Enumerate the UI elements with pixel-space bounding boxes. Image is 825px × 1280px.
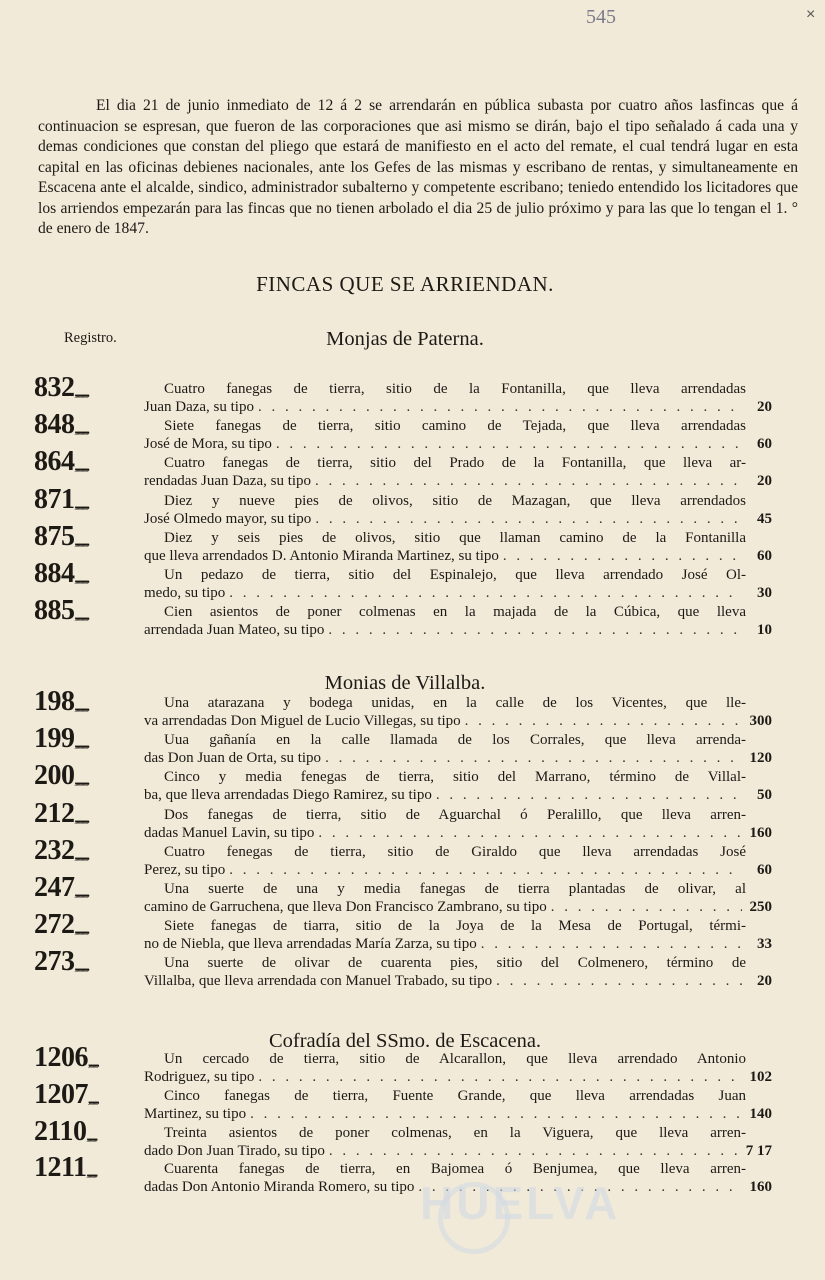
entry-tenant: va arrendadas Don Miguel de Lucio Villegas, su tipo [144, 713, 461, 729]
entry-price: 60 [757, 547, 772, 564]
property-entry [34, 372, 772, 420]
registry-number: 832,,,,,,,,,,, [34, 372, 89, 403]
entry-price: 45 [757, 510, 772, 527]
registry-number: 199,,,,,,,,,,, [34, 723, 89, 755]
dot-leader [318, 824, 742, 842]
registry-dots: ,,,,,,,,,,, [74, 812, 89, 825]
registry-dots: ,,,,,,,,,,, [74, 849, 89, 862]
registry-dots: ,,,,,,,,,,, [74, 701, 89, 713]
entry-description-cont [144, 824, 746, 842]
property-entry [34, 1152, 772, 1200]
property-entry [34, 760, 772, 808]
dot-leader [436, 786, 742, 804]
registry-dots: ,,,,,,,,,,, [74, 738, 89, 751]
entry-tenant: dado Don Juan Tirado, su tipo [144, 1142, 325, 1159]
property-entry [34, 409, 772, 457]
dot-leader [481, 935, 742, 953]
dot-leader [496, 972, 742, 990]
entry-description: Cuatro fenegas de tierra, sitio de Giraldo que lleva arrendadas José [164, 843, 746, 860]
dot-leader [258, 1068, 742, 1086]
entry-price: 140 [749, 1105, 772, 1122]
entry-tenant: José Olmedo mayor, su tipo [144, 510, 312, 527]
entry-price: 102 [749, 1069, 772, 1085]
entry-price: 160 [749, 1179, 772, 1196]
registry-dots: ,,,,,,,,,,, [74, 924, 89, 937]
registry-dots: ,,,,,,,,,,, [74, 610, 89, 623]
dot-leader [250, 1105, 742, 1123]
registry-dots: ,,,,,,,,,,, [74, 887, 89, 899]
entry-description: Diez y seis pies de olivos, sitio que llaman camino de la Fontanilla [164, 529, 746, 546]
entry-tenant: José de Mora, su tipo [144, 436, 272, 453]
entry-price: 7 17 [745, 1142, 772, 1159]
entry-description: Treinta asientos de poner colmenas, en la Viguera, que lleva arren- [164, 1124, 746, 1141]
registry-number: 848,,,,,,,,,,, [34, 409, 89, 441]
entry-price: 120 [749, 750, 772, 767]
entry-tenant: Villalba, que lleva arrendada con Manuel Trabado, su tipo [144, 973, 493, 990]
property-entry [34, 558, 772, 606]
entry-description-cont [144, 786, 746, 804]
entry-description-cont [144, 584, 746, 602]
entry-description: Cuarenta fanegas de tierra, en Bajomea ó Benjumea, que lleva arren- [164, 1161, 746, 1178]
entry-description-cont [144, 1105, 746, 1123]
entry-description-cont [144, 472, 746, 490]
registry-dots: ,,,,,,,, [88, 1057, 98, 1069]
entry-description: Cuatro fanegas de tierra, sitio de la Fontanilla, que lleva arrendadas [164, 381, 746, 397]
corner-mark: × [806, 6, 816, 23]
registry-number: 1206,,,,,,,, [34, 1042, 98, 1073]
entry-description-cont [144, 712, 746, 730]
entry-tenant: ba, que lleva arrendadas Diego Ramirez, su tipo [144, 787, 432, 804]
watermark: HUELVA [420, 1177, 621, 1229]
registry-dots: ,,,,,,,,,,, [74, 961, 89, 974]
entry-description: Cinco y media fenegas de tierra, sitio del Marrano, término de Villal- [164, 769, 746, 786]
dot-leader [503, 547, 742, 565]
entry-price: 20 [757, 473, 772, 490]
entry-description-cont [144, 972, 746, 990]
registry-number: 247,,,,,,,,,,, [34, 872, 89, 903]
section-title: Monjas de Paterna. [326, 328, 484, 350]
entry-tenant: que lleva arrendados D. Antonio Miranda Martinez, su tipo [144, 547, 499, 564]
entry-description: Una suerte de una y media fanegas de tierra plantadas de olivar, al [164, 881, 746, 897]
entry-price: 160 [749, 824, 772, 841]
registry-number: 232,,,,,,,,,,, [34, 834, 89, 866]
registry-dots: ,,,,,,,,,,, [74, 535, 89, 548]
property-entry [34, 909, 772, 957]
entry-tenant: Martinez, su tipo [144, 1105, 247, 1122]
entry-description-cont [144, 398, 746, 416]
registry-number: 864,,,,,,,,,,, [34, 446, 89, 478]
registry-number: 875,,,,,,,,,,, [34, 520, 89, 552]
registry-number: 198,,,,,,,,,,, [34, 686, 89, 717]
dot-leader [328, 621, 742, 639]
registro-label: Registro. [64, 330, 117, 346]
entry-description-cont [144, 1068, 746, 1086]
entry-price: 30 [757, 585, 772, 601]
entry-tenant: dadas Don Antonio Miranda Romero, su tipo [144, 1179, 415, 1196]
registry-dots: ,,,,,,,, [86, 1167, 97, 1180]
property-entry [34, 520, 772, 569]
entry-description-cont [144, 510, 746, 528]
registry-number: 2110,,,,,,,, [34, 1115, 97, 1147]
dot-leader [325, 749, 742, 767]
entry-price: 20 [757, 973, 772, 990]
registry-dots: ,,,,,,,,,,, [74, 424, 89, 437]
entry-tenant: Rodriguez, su tipo [144, 1069, 255, 1085]
entry-description: Cuatro fanegas de tierra, sitio del Prado de la Fontanilla, que lleva ar- [164, 455, 746, 472]
dot-leader [329, 1142, 742, 1160]
entry-description: Diez y nueve pies de olivos, sitio de Mazagan, que lleva arrendados [164, 492, 746, 509]
entry-description: Una atarazana y bodega unidas, en la calle de los Vicentes, que lle- [164, 695, 746, 711]
registry-number: 1207,,,,,,,, [34, 1078, 98, 1110]
entry-description-cont [144, 898, 746, 916]
entry-description-cont [144, 1142, 746, 1160]
entry-description: Siete fanegas de tierra, sitio camino de Tejada, que lleva arrendadas [164, 418, 746, 435]
entry-tenant: arrendada Juan Mateo, su tipo [144, 622, 325, 639]
registry-dots: ,,,,,,,,,,, [74, 387, 89, 399]
entry-description: Cinco fanegas de tierra, Fuente Grande, que lleva arrendadas Juan [164, 1087, 746, 1104]
entry-tenant: medo, su tipo [144, 585, 226, 601]
entry-description: Cien asientos de poner colmenas en la majada de la Cúbica, que lleva [164, 604, 746, 621]
entry-description-cont [144, 935, 746, 953]
property-entry [34, 872, 772, 920]
registry-number: 1211,,,,,,,, [34, 1152, 97, 1184]
property-entry [34, 686, 772, 734]
registry-number: 200,,,,,,,,,,, [34, 760, 89, 792]
registry-dots: ,,,,,,,, [86, 1130, 97, 1143]
dot-leader [258, 398, 742, 416]
entry-tenant: camino de Garruchena, que lleva Don Francisco Zambrano, su tipo [144, 899, 547, 915]
entry-description-cont [144, 547, 746, 565]
dot-leader [276, 435, 742, 453]
registry-dots: ,,,,,,,,,,, [74, 775, 89, 788]
entry-tenant: no de Niebla, que lleva arrendadas María Zarza, su tipo [144, 936, 477, 953]
property-entry [34, 946, 772, 994]
registry-dots: ,,,,,,,,,,, [74, 573, 89, 585]
registry-number: 871,,,,,,,,,,, [34, 483, 89, 515]
property-entry [34, 834, 772, 883]
registry-number: 885,,,,,,,,,,, [34, 595, 89, 627]
entry-tenant: Juan Daza, su tipo [144, 399, 254, 415]
entry-price: 60 [757, 436, 772, 453]
page-number: 545 [586, 6, 616, 28]
section-title: Monias de Villalba. [324, 672, 486, 694]
intro-paragraph: El dia 21 de junio inmediato de 12 á 2 se arrendarán en pública subasta por cuatro años lasfincas que á continuacion se espresan, que fueron de las corporaciones que asi mismo se dirán, bajo el tipo señalado á cada una y demas condiciones que constan del pliego que estará de manifiesto en el acto del remate, el cual tendrá lugar en esta capital en las oficinas debienes nacionales, ante los Gefes de las mismas y escribano de rentas, y simultaneamente en Escacena ante el alcalde, sindico, administrador subalterno y competente escribano; teniedo entendido los licitadores que los arriendos empezarán para las fincas que no tienen arbolado el dia 25 de julio próximo y para las que lo tengan el 1. ° de enero de 1847. [38, 97, 798, 237]
registry-dots: ,,,,,,,, [88, 1093, 98, 1106]
entry-description-cont [144, 861, 746, 879]
registry-dots: ,,,,,,,,,,, [74, 461, 89, 474]
entry-description: Dos fanegas de tierra, sitio de Aguarchal ó Peralillo, que lleva arren- [164, 806, 746, 823]
entry-price: 20 [757, 399, 772, 415]
dot-leader [229, 861, 742, 879]
entry-description-cont [144, 749, 746, 767]
entry-price: 60 [757, 861, 772, 878]
entry-description: Una suerte de olivar de cuarenta pies, sitio del Colmenero, término de [164, 955, 746, 972]
entry-description-cont [144, 435, 746, 453]
entry-price: 33 [757, 936, 772, 953]
registry-number: 884,,,,,,,,,,, [34, 558, 89, 589]
entry-description: Un cercado de tierra, sitio de Alcarallon, que lleva arrendado Antonio [164, 1051, 746, 1067]
entry-tenant: dadas Manuel Lavin, su tipo [144, 824, 315, 841]
entry-price: 300 [749, 713, 772, 729]
entry-tenant: Perez, su tipo [144, 861, 226, 878]
property-entry [34, 723, 772, 771]
entry-tenant: das Don Juan de Orta, su tipo [144, 750, 322, 767]
main-title: FINCAS QUE SE ARRIENDAN. [256, 272, 554, 296]
registry-number: 272,,,,,,,,,,, [34, 909, 89, 941]
dot-leader [315, 510, 742, 528]
entry-description-cont [144, 621, 746, 639]
entry-description: Siete fanegas de tiarra, sitio de la Joya de la Mesa de Portugal, térmi- [164, 918, 746, 935]
dot-leader [229, 584, 742, 602]
registry-number: 212,,,,,,,,,,, [34, 797, 89, 829]
registry-dots: ,,,,,,,,,,, [74, 498, 89, 511]
dot-leader [465, 712, 742, 730]
registry-number: 273,,,,,,,,,,, [34, 946, 89, 978]
property-entry [34, 483, 772, 532]
property-entry [34, 797, 772, 846]
entry-description: Uua gañanía en la calle llamada de los Corrales, que lleva arrenda- [164, 732, 746, 749]
entry-description: Un pedazo de tierra, sitio del Espinalejo, que lleva arrendado José Ol- [164, 567, 746, 583]
section-title: Cofradía del SSmo. de Escacena. [268, 1030, 542, 1052]
entry-price: 10 [757, 622, 772, 639]
property-entry [34, 446, 772, 494]
property-entry [34, 1042, 772, 1090]
dot-leader [315, 472, 742, 490]
entry-price: 250 [749, 899, 772, 915]
entry-tenant: rendadas Juan Daza, su tipo [144, 473, 312, 490]
entry-price: 50 [757, 787, 772, 804]
property-entry [34, 595, 772, 643]
property-entry [34, 1078, 772, 1127]
property-entry [34, 1115, 772, 1164]
